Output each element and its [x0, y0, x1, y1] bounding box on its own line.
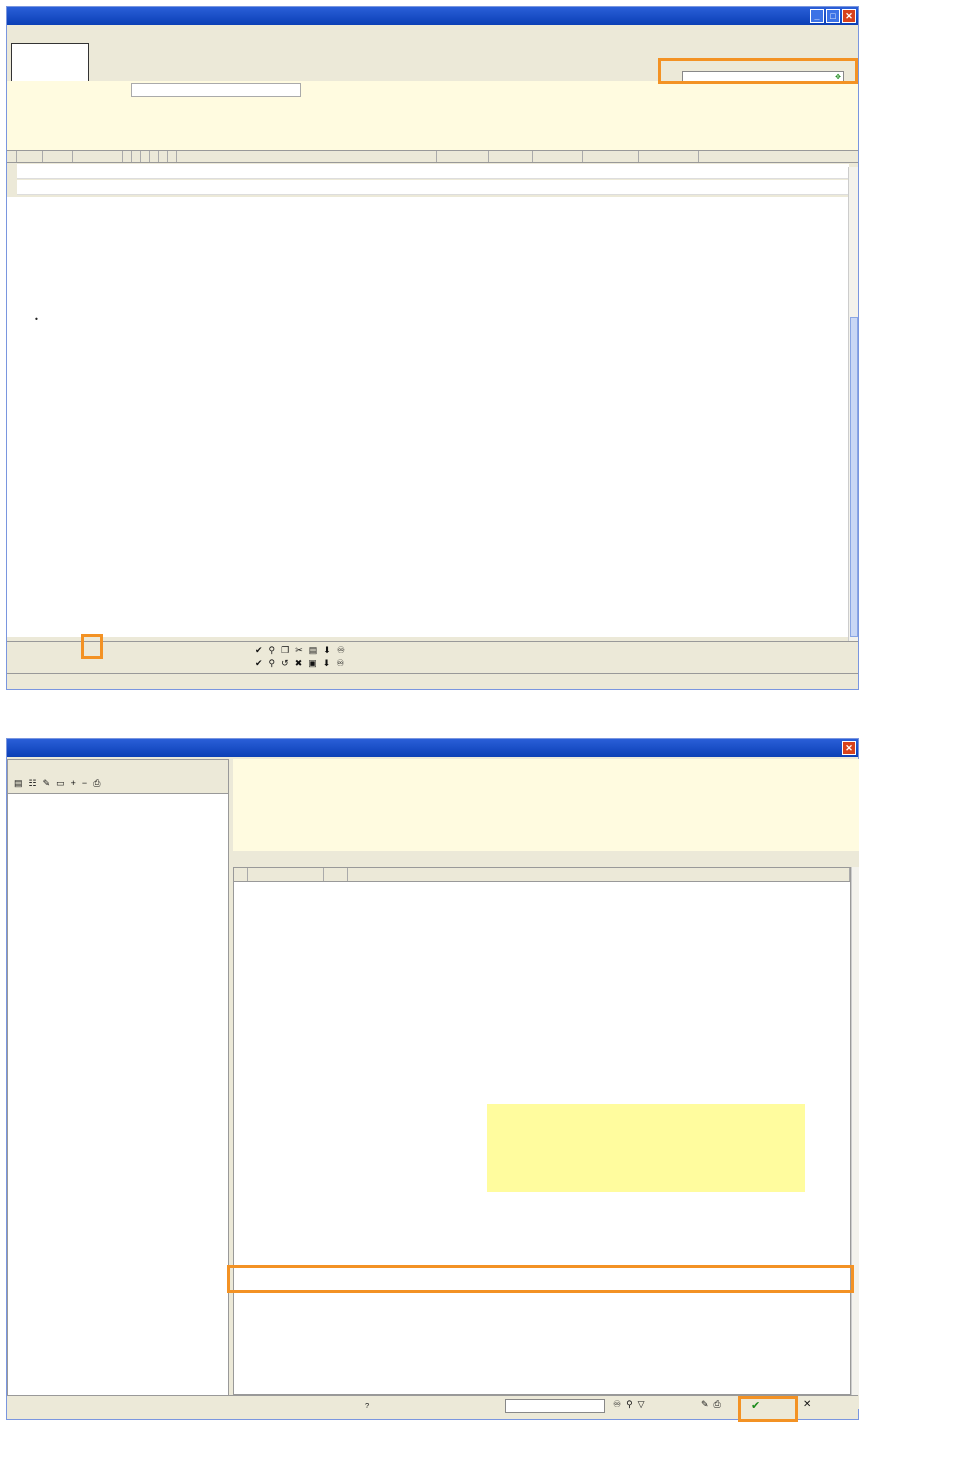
highlight-selected-row: [227, 1265, 854, 1293]
window-titlebar: [7, 739, 858, 757]
close-button[interactable]: ✕: [842, 741, 856, 755]
positions-pane: [233, 759, 859, 1409]
catalog-statusbar: [7, 1395, 858, 1417]
element-field[interactable]: [131, 83, 301, 97]
grid-column-header[interactable]: [73, 151, 123, 162]
cut-icon[interactable]: ✂: [295, 645, 303, 655]
folder-icon[interactable]: ▤: [14, 778, 23, 788]
grid-corner: [7, 151, 17, 162]
col-unit[interactable]: [324, 868, 348, 881]
arrow-down-icon[interactable]: ⬇: [323, 645, 331, 655]
copy-icon[interactable]: ❐: [281, 645, 290, 655]
grid-column-header[interactable]: [17, 151, 43, 162]
coefficient-row: [683, 107, 853, 119]
maximize-button[interactable]: □: [826, 9, 840, 23]
edit-icon[interactable]: ✎: [701, 1399, 709, 1409]
tabs-bar: [7, 673, 858, 689]
edit-icons-row1: [255, 645, 345, 656]
grid-row[interactable]: [7, 164, 849, 179]
row-indicator: [7, 164, 17, 179]
col-description[interactable]: [348, 868, 850, 881]
catalog-tree: [7, 759, 229, 1409]
grid-column-header[interactable]: [132, 151, 141, 162]
search-icon[interactable]: ⚲: [268, 658, 276, 668]
paste-icon[interactable]: ▤: [308, 645, 318, 655]
list-icon[interactable]: ☷: [28, 778, 37, 788]
remove-icon[interactable]: −: [81, 778, 88, 788]
coefficient-row: [683, 119, 853, 131]
kobra-main-window: [6, 6, 859, 690]
grid-row[interactable]: [7, 180, 849, 195]
catalog-window: [6, 738, 859, 1420]
check-icon: ✔: [751, 1400, 761, 1412]
highlight-p-icon: [81, 634, 103, 659]
binoculars-icon[interactable]: ♾: [613, 1399, 622, 1409]
instruction-text: .: [34, 303, 39, 325]
delete-icon[interactable]: ✖: [294, 658, 303, 668]
positions-table-header: [234, 868, 850, 882]
binoculars-icon[interactable]: ♾: [336, 658, 345, 668]
print-icon[interactable]: ⎙: [93, 778, 101, 788]
grid-column-header[interactable]: [437, 151, 489, 162]
search-symbol-input[interactable]: [505, 1399, 605, 1413]
row-indicator: [7, 180, 17, 195]
bottom-toolbar: [7, 641, 858, 671]
window-titlebar: [7, 7, 858, 25]
menu-bar: [7, 25, 858, 39]
grid-column-header[interactable]: [150, 151, 159, 162]
binoculars-icon[interactable]: ♾: [336, 645, 345, 655]
catalog-base-icon: ✥: [835, 74, 841, 81]
grid-column-header[interactable]: [168, 151, 177, 162]
coefficient-row: [683, 95, 853, 107]
grid-column-header[interactable]: [533, 151, 583, 162]
save-icon[interactable]: ▣: [308, 658, 317, 668]
check-icon[interactable]: ✔: [255, 645, 263, 655]
close-x-icon: ✕: [803, 1399, 812, 1410]
search-icon[interactable]: ⚲: [268, 645, 276, 655]
add-icon[interactable]: +: [70, 778, 76, 788]
price-list-row[interactable]: [695, 43, 845, 52]
grid-column-header[interactable]: [123, 151, 132, 162]
page-icon[interactable]: ▭: [56, 778, 65, 788]
grid-column-header[interactable]: [43, 151, 73, 162]
undo-icon[interactable]: ↺: [281, 658, 289, 668]
table-scrollbar[interactable]: [851, 867, 859, 1395]
position-header: [233, 759, 859, 851]
vertical-scrollbar[interactable]: [848, 167, 858, 642]
help-icon[interactable]: ?: [365, 1401, 370, 1410]
edit-icons-row2: [255, 658, 344, 669]
grid-column-header[interactable]: [159, 151, 168, 162]
arrow-down-icon[interactable]: ⬇: [322, 658, 331, 668]
element-panel: [7, 81, 858, 153]
highlight-wybor-button: [738, 1396, 798, 1422]
items-grid-header: [7, 150, 858, 163]
grid-column-header[interactable]: [583, 151, 639, 162]
tree-toolbar: [8, 760, 228, 794]
grid-column-header[interactable]: [489, 151, 533, 162]
note-box: [487, 1104, 805, 1192]
close-button[interactable]: ✕: [842, 9, 856, 23]
col-symbol[interactable]: [248, 868, 324, 881]
scrollbar-thumb[interactable]: [850, 317, 858, 637]
minimize-button[interactable]: _: [810, 9, 824, 23]
check-icon[interactable]: ✔: [255, 658, 263, 668]
edit-icon[interactable]: ✎: [42, 778, 51, 788]
grid-column-header[interactable]: [639, 151, 699, 162]
grid-column-header[interactable]: [177, 151, 437, 162]
print-icon[interactable]: ⎙: [713, 1399, 721, 1409]
filter-icon[interactable]: ▽: [637, 1399, 645, 1409]
grid-column-header[interactable]: [141, 151, 150, 162]
items-grid-empty-area: [7, 197, 849, 637]
find-icon[interactable]: ⚲: [626, 1399, 633, 1409]
highlight-catalog-base: [658, 58, 858, 84]
